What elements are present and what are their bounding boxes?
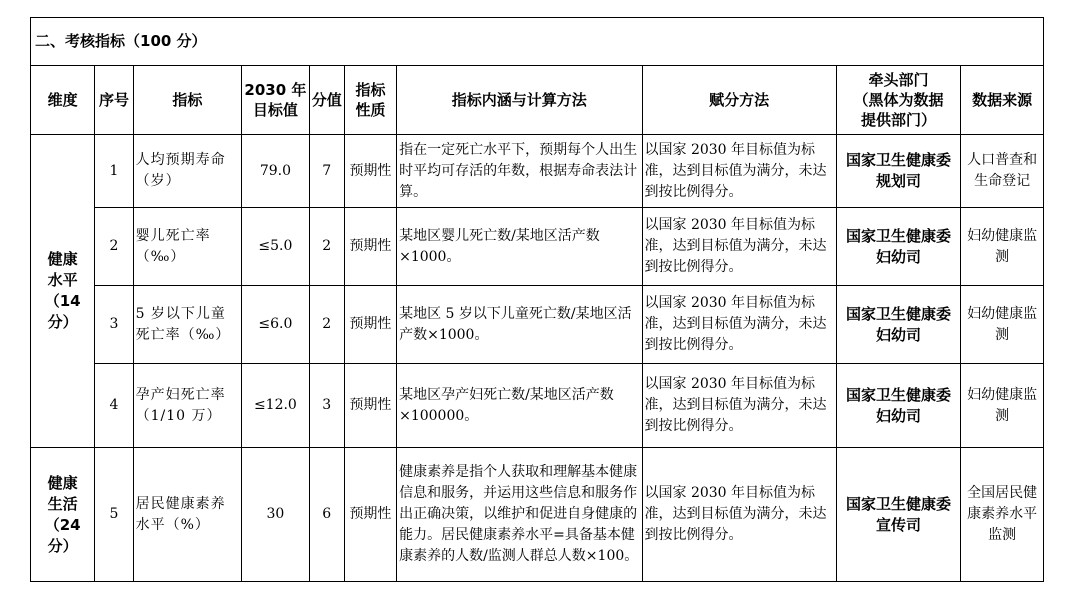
dept-line: 宣传司 bbox=[875, 515, 921, 534]
header-target-line2: 目标值 bbox=[252, 101, 298, 119]
table-row bbox=[31, 208, 1044, 286]
header-dept-line1: 牵头部门 bbox=[868, 71, 929, 89]
nature-cell: 预期性 bbox=[344, 448, 396, 582]
method-cell: 健康素养是指个人获取和理解基本健康信息和服务，并运用这些信息和服务作出正确决策，以维护和促进自身健康的能力。居民健康素养水平=具备基本健康素养的人数/监测人群总人数×100。 bbox=[397, 448, 642, 582]
target-cell: ≤5.0 bbox=[242, 208, 309, 286]
header-scoring: 赋分方法 bbox=[642, 66, 836, 135]
header-dept-line2: （黑体为数据 bbox=[853, 91, 944, 109]
dept-line: 国家卫生健康委 bbox=[845, 494, 951, 513]
scoring-cell: 以国家 2030 年目标值为标准，达到目标值为满分，未达到按比例得分。 bbox=[642, 448, 836, 582]
table-row bbox=[31, 364, 1044, 448]
scoring-cell: 以国家 2030 年目标值为标准，达到目标值为满分，未达到按比例得分。 bbox=[642, 286, 836, 364]
section-title: 二、考核指标（100 分） bbox=[31, 18, 1044, 66]
header-nature bbox=[344, 66, 396, 135]
target-cell: ≤6.0 bbox=[242, 286, 309, 364]
target-cell: ≤12.0 bbox=[242, 364, 309, 448]
nature-cell: 预期性 bbox=[344, 286, 396, 364]
method-cell: 某地区孕产妇死亡数/某地区活产数×100000。 bbox=[397, 364, 642, 448]
header-method: 指标内涵与计算方法 bbox=[397, 66, 642, 135]
score-cell: 7 bbox=[309, 135, 344, 208]
indicator-table bbox=[30, 17, 1044, 582]
seq-cell: 5 bbox=[95, 448, 133, 582]
dept-cell bbox=[836, 286, 961, 364]
method-cell: 某地区婴儿死亡数/某地区活产数×1000。 bbox=[397, 208, 642, 286]
scoring-cell: 以国家 2030 年目标值为标准，达到目标值为满分，未达到按比例得分。 bbox=[642, 208, 836, 286]
table-row bbox=[31, 448, 1044, 582]
seq-cell: 1 bbox=[95, 135, 133, 208]
dimension-line: 健康 bbox=[47, 473, 78, 492]
nature-cell: 预期性 bbox=[344, 208, 396, 286]
score-cell: 3 bbox=[309, 364, 344, 448]
dept-cell bbox=[836, 448, 961, 582]
table-row bbox=[31, 135, 1044, 208]
header-nature-line2: 性质 bbox=[355, 101, 386, 119]
dept-cell bbox=[836, 364, 961, 448]
table-row bbox=[31, 286, 1044, 364]
dept-line: 国家卫生健康委 bbox=[845, 304, 951, 323]
header-seq: 序号 bbox=[95, 66, 133, 135]
score-cell: 2 bbox=[309, 208, 344, 286]
dimension-cell bbox=[31, 135, 95, 448]
dept-line: 国家卫生健康委 bbox=[845, 385, 951, 404]
dept-cell bbox=[836, 135, 961, 208]
dept-line: 妇幼司 bbox=[875, 325, 921, 344]
section-title-row bbox=[31, 18, 1044, 66]
header-nature-line1: 指标 bbox=[355, 81, 386, 99]
dimension-line: （14 分） bbox=[44, 292, 81, 331]
dept-line: 妇幼司 bbox=[875, 247, 921, 266]
header-indicator: 指标 bbox=[133, 66, 242, 135]
header-score: 分值 bbox=[309, 66, 344, 135]
score-cell: 2 bbox=[309, 286, 344, 364]
nature-cell: 预期性 bbox=[344, 135, 396, 208]
source-cell: 全国居民健康素养水平监测 bbox=[961, 448, 1044, 582]
nature-cell: 预期性 bbox=[344, 364, 396, 448]
dimension-line: 水平 bbox=[47, 271, 78, 289]
source-cell: 人口普查和生命登记 bbox=[961, 135, 1044, 208]
target-cell: 30 bbox=[242, 448, 309, 582]
header-dept-line3: 提供部门） bbox=[860, 111, 936, 129]
header-source: 数据来源 bbox=[961, 66, 1044, 135]
dimension-line: 健康 bbox=[47, 250, 78, 268]
dept-line: 妇幼司 bbox=[875, 406, 921, 425]
header-target bbox=[242, 66, 309, 135]
indicator-cell: 婴儿死亡率（‰） bbox=[133, 208, 242, 286]
score-cell: 6 bbox=[309, 448, 344, 582]
indicator-cell: 居民健康素养水平（%） bbox=[133, 448, 242, 582]
scoring-cell: 以国家 2030 年目标值为标准，达到目标值为满分，未达到按比例得分。 bbox=[642, 135, 836, 208]
dept-line: 规划司 bbox=[875, 172, 921, 190]
seq-cell: 3 bbox=[95, 286, 133, 364]
indicator-cell: 5 岁以下儿童死亡率（‰） bbox=[133, 286, 242, 364]
dimension-line: （24 分） bbox=[44, 515, 81, 555]
dept-line: 国家卫生健康委 bbox=[845, 226, 951, 245]
source-cell: 妇幼健康监测 bbox=[961, 286, 1044, 364]
source-cell: 妇幼健康监测 bbox=[961, 364, 1044, 448]
method-cell: 某地区 5 岁以下儿童死亡数/某地区活产数×1000。 bbox=[397, 286, 642, 364]
source-cell: 妇幼健康监测 bbox=[961, 208, 1044, 286]
header-row bbox=[31, 66, 1044, 135]
header-dimension: 维度 bbox=[31, 66, 95, 135]
scoring-cell: 以国家 2030 年目标值为标准，达到目标值为满分，未达到按比例得分。 bbox=[642, 364, 836, 448]
header-dept bbox=[836, 66, 961, 135]
target-cell: 79.0 bbox=[242, 135, 309, 208]
dept-line: 国家卫生健康委 bbox=[845, 151, 951, 169]
dept-cell bbox=[836, 208, 961, 286]
seq-cell: 4 bbox=[95, 364, 133, 448]
indicator-cell: 孕产妇死亡率（1/10 万） bbox=[133, 364, 242, 448]
dimension-line: 生活 bbox=[47, 494, 78, 513]
header-target-line1: 2030 年 bbox=[244, 81, 307, 99]
method-cell: 指在一定死亡水平下，预期每个人出生时平均可存活的年数，根据寿命表法计算。 bbox=[397, 135, 642, 208]
seq-cell: 2 bbox=[95, 208, 133, 286]
indicator-cell: 人均预期寿命（岁） bbox=[133, 135, 242, 208]
dimension-cell bbox=[31, 448, 95, 582]
